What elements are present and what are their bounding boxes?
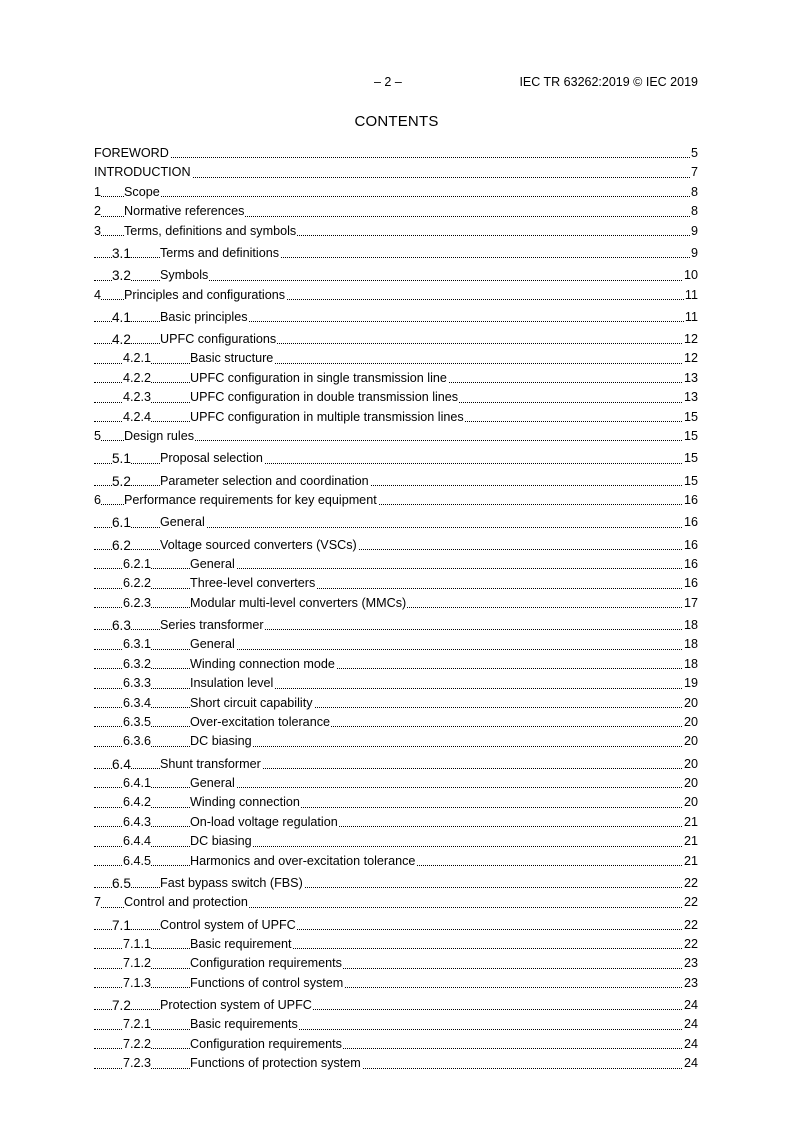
toc-entry-page: 9 xyxy=(690,244,698,263)
toc-entry[interactable] xyxy=(94,935,698,954)
dot-leader xyxy=(94,968,698,969)
toc-entry-title: Short circuit capability xyxy=(190,694,314,713)
toc-entry-number: 6.2.1 xyxy=(123,555,151,574)
toc-entry-title: Scope xyxy=(124,183,161,202)
toc-entry[interactable] xyxy=(94,244,698,263)
toc-entry[interactable] xyxy=(94,813,698,832)
toc-entry-title: DC biasing xyxy=(190,732,253,751)
toc-entry-number: 7 xyxy=(94,893,101,912)
toc-entry[interactable] xyxy=(94,144,698,163)
toc-entry-page: 20 xyxy=(683,694,698,713)
toc-entry[interactable] xyxy=(94,408,698,427)
toc-entry[interactable] xyxy=(94,655,698,674)
toc-entry[interactable] xyxy=(94,616,698,635)
toc-entry[interactable] xyxy=(94,330,698,349)
toc-entry-title: Basic principles xyxy=(160,308,249,327)
toc-entry-title: FOREWORD xyxy=(94,144,170,163)
dot-leader xyxy=(94,668,698,669)
toc-entry[interactable] xyxy=(94,308,698,327)
toc-entry[interactable] xyxy=(94,713,698,732)
toc-entry[interactable] xyxy=(94,674,698,693)
toc-entry-page: 12 xyxy=(683,349,698,368)
toc-entry[interactable] xyxy=(94,974,698,993)
toc-entry-number: 7.2 xyxy=(112,996,131,1015)
toc-entry-number: 6.2 xyxy=(112,536,131,555)
toc-entry-number: 6.3.6 xyxy=(123,732,151,751)
toc-entry[interactable] xyxy=(94,266,698,285)
toc-entry-title: UPFC configuration in double transmission lines xyxy=(190,388,459,407)
toc-entry-number: 6.1 xyxy=(112,513,131,532)
toc-entry-number: 7.1 xyxy=(112,916,131,935)
toc-entry-number: 6.4.4 xyxy=(123,832,151,851)
toc-entry[interactable] xyxy=(94,513,698,532)
toc-entry-page: 18 xyxy=(683,635,698,654)
toc-entry-title: INTRODUCTION xyxy=(94,163,192,182)
toc-entry-title: Principles and configurations xyxy=(124,286,286,305)
toc-entry-page: 16 xyxy=(683,574,698,593)
toc-entry-title: UPFC configuration in multiple transmission lines xyxy=(190,408,465,427)
toc-entry-number: 6.3.1 xyxy=(123,635,151,654)
toc-entry-number: 4.2.4 xyxy=(123,408,151,427)
toc-entry-page: 9 xyxy=(690,222,698,241)
toc-entry-page: 24 xyxy=(683,1015,698,1034)
toc-entry-title: On-load voltage regulation xyxy=(190,813,339,832)
toc-entry-page: 20 xyxy=(683,755,698,774)
dot-leader xyxy=(94,1068,698,1069)
toc-entry-page: 8 xyxy=(690,202,698,221)
dot-leader xyxy=(94,588,698,589)
toc-entry[interactable] xyxy=(94,222,698,241)
toc-entry-number: 6.4.3 xyxy=(123,813,151,832)
dot-leader xyxy=(94,1048,698,1049)
toc-entry-title: Proposal selection xyxy=(160,449,264,468)
dot-leader xyxy=(94,846,698,847)
toc-entry[interactable] xyxy=(94,732,698,751)
toc-entry-title: Series transformer xyxy=(160,616,265,635)
toc-entry-page: 15 xyxy=(683,427,698,446)
toc-entry-page: 15 xyxy=(683,408,698,427)
toc-entry[interactable] xyxy=(94,954,698,973)
dot-leader xyxy=(94,1029,698,1030)
toc-entry[interactable] xyxy=(94,893,698,912)
toc-entry-page: 23 xyxy=(683,954,698,973)
dot-leader xyxy=(94,987,698,988)
toc-entry-page: 20 xyxy=(683,713,698,732)
toc-entry-page: 20 xyxy=(683,774,698,793)
toc-entry-number: 6.4.1 xyxy=(123,774,151,793)
toc-entry-page: 10 xyxy=(683,266,698,285)
toc-entry-number: 5.1 xyxy=(112,449,131,468)
toc-entry[interactable] xyxy=(94,163,698,182)
dot-leader xyxy=(94,807,698,808)
page-header xyxy=(0,75,793,95)
toc-entry[interactable] xyxy=(94,1054,698,1073)
toc-entry-page: 7 xyxy=(690,163,698,182)
toc-entry[interactable] xyxy=(94,555,698,574)
toc-entry[interactable] xyxy=(94,574,698,593)
toc-entry-title: Functions of protection system xyxy=(190,1054,362,1073)
toc-entry-number: 6.4.2 xyxy=(123,793,151,812)
toc-entry-title: Terms and definitions xyxy=(160,244,280,263)
toc-entry-page: 24 xyxy=(683,1035,698,1054)
toc-entry[interactable] xyxy=(94,1015,698,1034)
toc-entry-title: General xyxy=(160,513,206,532)
toc-entry-number: 6.3.5 xyxy=(123,713,151,732)
toc-entry-number: 6.3 xyxy=(112,616,131,635)
toc-entry-title: UPFC configuration in single transmission line xyxy=(190,369,448,388)
toc-entry-title: General xyxy=(190,555,236,574)
toc-entry-page: 22 xyxy=(683,935,698,954)
dot-leader xyxy=(94,649,698,650)
toc-entry-page: 15 xyxy=(683,472,698,491)
dot-leader xyxy=(94,726,698,727)
document-id: IEC TR 63262:2019 © IEC 2019 xyxy=(519,75,698,89)
toc-entry-title: General xyxy=(190,774,236,793)
dot-leader xyxy=(94,157,698,158)
toc-entry-page: 16 xyxy=(683,536,698,555)
toc-entry[interactable] xyxy=(94,755,698,774)
toc-entry-number: 4.1 xyxy=(112,308,131,327)
toc-entry-page: 22 xyxy=(683,874,698,893)
toc-entry-number: 7.1.2 xyxy=(123,954,151,973)
toc-entry-title: Harmonics and over-excitation tolerance xyxy=(190,852,416,871)
toc-entry-number: 4 xyxy=(94,286,101,305)
toc-entry[interactable] xyxy=(94,774,698,793)
toc-entry-number: 7.2.3 xyxy=(123,1054,151,1073)
toc-entry[interactable] xyxy=(94,852,698,871)
toc-entry[interactable] xyxy=(94,1035,698,1054)
toc-entry-page: 16 xyxy=(683,555,698,574)
toc-entry[interactable] xyxy=(94,694,698,713)
toc-entry-number: 6 xyxy=(94,491,101,510)
toc-entry-title: General xyxy=(190,635,236,654)
toc-entry-page: 16 xyxy=(683,513,698,532)
toc-entry-page: 22 xyxy=(683,893,698,912)
toc-entry-title: Functions of control system xyxy=(190,974,344,993)
toc-entry-page: 19 xyxy=(683,674,698,693)
dot-leader xyxy=(94,196,698,197)
toc-entry-number: 4.2.2 xyxy=(123,369,151,388)
page-title: CONTENTS xyxy=(354,113,439,130)
toc-entry-number: 4.2.3 xyxy=(123,388,151,407)
toc-entry-number: 6.4 xyxy=(112,755,131,774)
toc-entry-title: Basic structure xyxy=(190,349,274,368)
page-number: – 2 – xyxy=(374,75,402,89)
toc-entry-number: 1 xyxy=(94,183,101,202)
toc-entry-title: Control and protection xyxy=(124,893,249,912)
toc-entry-page: 21 xyxy=(683,832,698,851)
toc-entry-title: Basic requirement xyxy=(190,935,293,954)
toc-entry-page: 13 xyxy=(683,369,698,388)
toc-entry-page: 24 xyxy=(683,1054,698,1073)
toc-entry-number: 3.2 xyxy=(112,266,131,285)
toc-entry-number: 7.2.2 xyxy=(123,1035,151,1054)
toc-entry-page: 8 xyxy=(690,183,698,202)
toc-entry-number: 4.2.1 xyxy=(123,349,151,368)
toc-entry-title: Fast bypass switch (FBS) xyxy=(160,874,304,893)
toc-entry-page: 18 xyxy=(683,616,698,635)
table-of-contents xyxy=(94,144,698,1074)
toc-entry-number: 3.1 xyxy=(112,244,131,263)
toc-entry-number: 5.2 xyxy=(112,472,131,491)
dot-leader xyxy=(94,948,698,949)
toc-entry-page: 11 xyxy=(684,308,698,327)
dot-leader xyxy=(94,688,698,689)
toc-entry-title: Configuration requirements xyxy=(190,954,343,973)
toc-entry-page: 12 xyxy=(683,330,698,349)
toc-entry-page: 15 xyxy=(683,449,698,468)
toc-entry-title: Protection system of UPFC xyxy=(160,996,313,1015)
dot-leader xyxy=(94,826,698,827)
toc-entry-title: Winding connection xyxy=(190,793,301,812)
toc-entry[interactable] xyxy=(94,916,698,935)
toc-entry-number: 6.5 xyxy=(112,874,131,893)
toc-entry-title: Over-excitation tolerance xyxy=(190,713,331,732)
toc-entry-title: DC biasing xyxy=(190,832,253,851)
toc-entry-page: 24 xyxy=(683,996,698,1015)
toc-entry-number: 6.3.3 xyxy=(123,674,151,693)
toc-entry-page: 18 xyxy=(683,655,698,674)
toc-entry-title: Three-level converters xyxy=(190,574,316,593)
dot-leader xyxy=(94,746,698,747)
toc-entry-page: 20 xyxy=(683,732,698,751)
toc-entry-page: 11 xyxy=(684,286,698,305)
toc-entry-title: Basic requirements xyxy=(190,1015,299,1034)
toc-entry[interactable] xyxy=(94,832,698,851)
toc-entry-title: Parameter selection and coordination xyxy=(160,472,370,491)
toc-entry-title: UPFC configurations xyxy=(160,330,277,349)
toc-entry[interactable] xyxy=(94,491,698,510)
toc-entry-page: 23 xyxy=(683,974,698,993)
toc-entry-number: 6.2.3 xyxy=(123,594,151,613)
toc-entry-number: 5 xyxy=(94,427,101,446)
toc-entry-page: 22 xyxy=(683,916,698,935)
toc-entry-number: 7.1.1 xyxy=(123,935,151,954)
toc-entry-page: 21 xyxy=(683,852,698,871)
toc-entry-title: Terms, definitions and symbols xyxy=(124,222,297,241)
toc-entry-number: 3 xyxy=(94,222,101,241)
dot-leader xyxy=(94,787,698,788)
toc-entry[interactable] xyxy=(94,202,698,221)
toc-entry-title: Performance requirements for key equipment xyxy=(124,491,378,510)
toc-entry[interactable] xyxy=(94,427,698,446)
toc-entry-number: 6.3.2 xyxy=(123,655,151,674)
toc-entry-number: 6.4.5 xyxy=(123,852,151,871)
dot-leader xyxy=(94,568,698,569)
toc-entry-number: 2 xyxy=(94,202,101,221)
toc-entry-title: Shunt transformer xyxy=(160,755,262,774)
toc-entry[interactable] xyxy=(94,536,698,555)
toc-entry[interactable] xyxy=(94,183,698,202)
toc-entry-title: Control system of UPFC xyxy=(160,916,297,935)
toc-entry-number: 6.2.2 xyxy=(123,574,151,593)
toc-entry-title: Insulation level xyxy=(190,674,274,693)
toc-entry[interactable] xyxy=(94,286,698,305)
toc-entry-page: 5 xyxy=(690,144,698,163)
toc-entry-page: 21 xyxy=(683,813,698,832)
toc-entry[interactable] xyxy=(94,449,698,468)
toc-entry-title: Voltage sourced converters (VSCs) xyxy=(160,536,358,555)
toc-entry-number: 4.2 xyxy=(112,330,131,349)
toc-entry-number: 6.3.4 xyxy=(123,694,151,713)
toc-entry-title: Modular multi-level converters (MMCs) xyxy=(190,594,407,613)
toc-entry[interactable] xyxy=(94,793,698,812)
toc-entry-number: 7.1.3 xyxy=(123,974,151,993)
toc-entry-number: 7.2.1 xyxy=(123,1015,151,1034)
toc-entry-page: 20 xyxy=(683,793,698,812)
toc-entry-title: Design rules xyxy=(124,427,195,446)
toc-entry[interactable] xyxy=(94,996,698,1015)
toc-entry-title: Normative references xyxy=(124,202,245,221)
toc-entry[interactable] xyxy=(94,349,698,368)
toc-entry-page: 16 xyxy=(683,491,698,510)
toc-entry[interactable] xyxy=(94,472,698,491)
toc-entry-title: Symbols xyxy=(160,266,209,285)
toc-entry-page: 17 xyxy=(683,594,698,613)
toc-entry-title: Configuration requirements xyxy=(190,1035,343,1054)
toc-entry[interactable] xyxy=(94,874,698,893)
toc-entry[interactable] xyxy=(94,594,698,613)
toc-entry-page: 13 xyxy=(683,388,698,407)
toc-entry[interactable] xyxy=(94,369,698,388)
dot-leader xyxy=(94,707,698,708)
toc-entry-title: Winding connection mode xyxy=(190,655,336,674)
dot-leader xyxy=(94,363,698,364)
toc-entry[interactable] xyxy=(94,635,698,654)
toc-entry[interactable] xyxy=(94,388,698,407)
